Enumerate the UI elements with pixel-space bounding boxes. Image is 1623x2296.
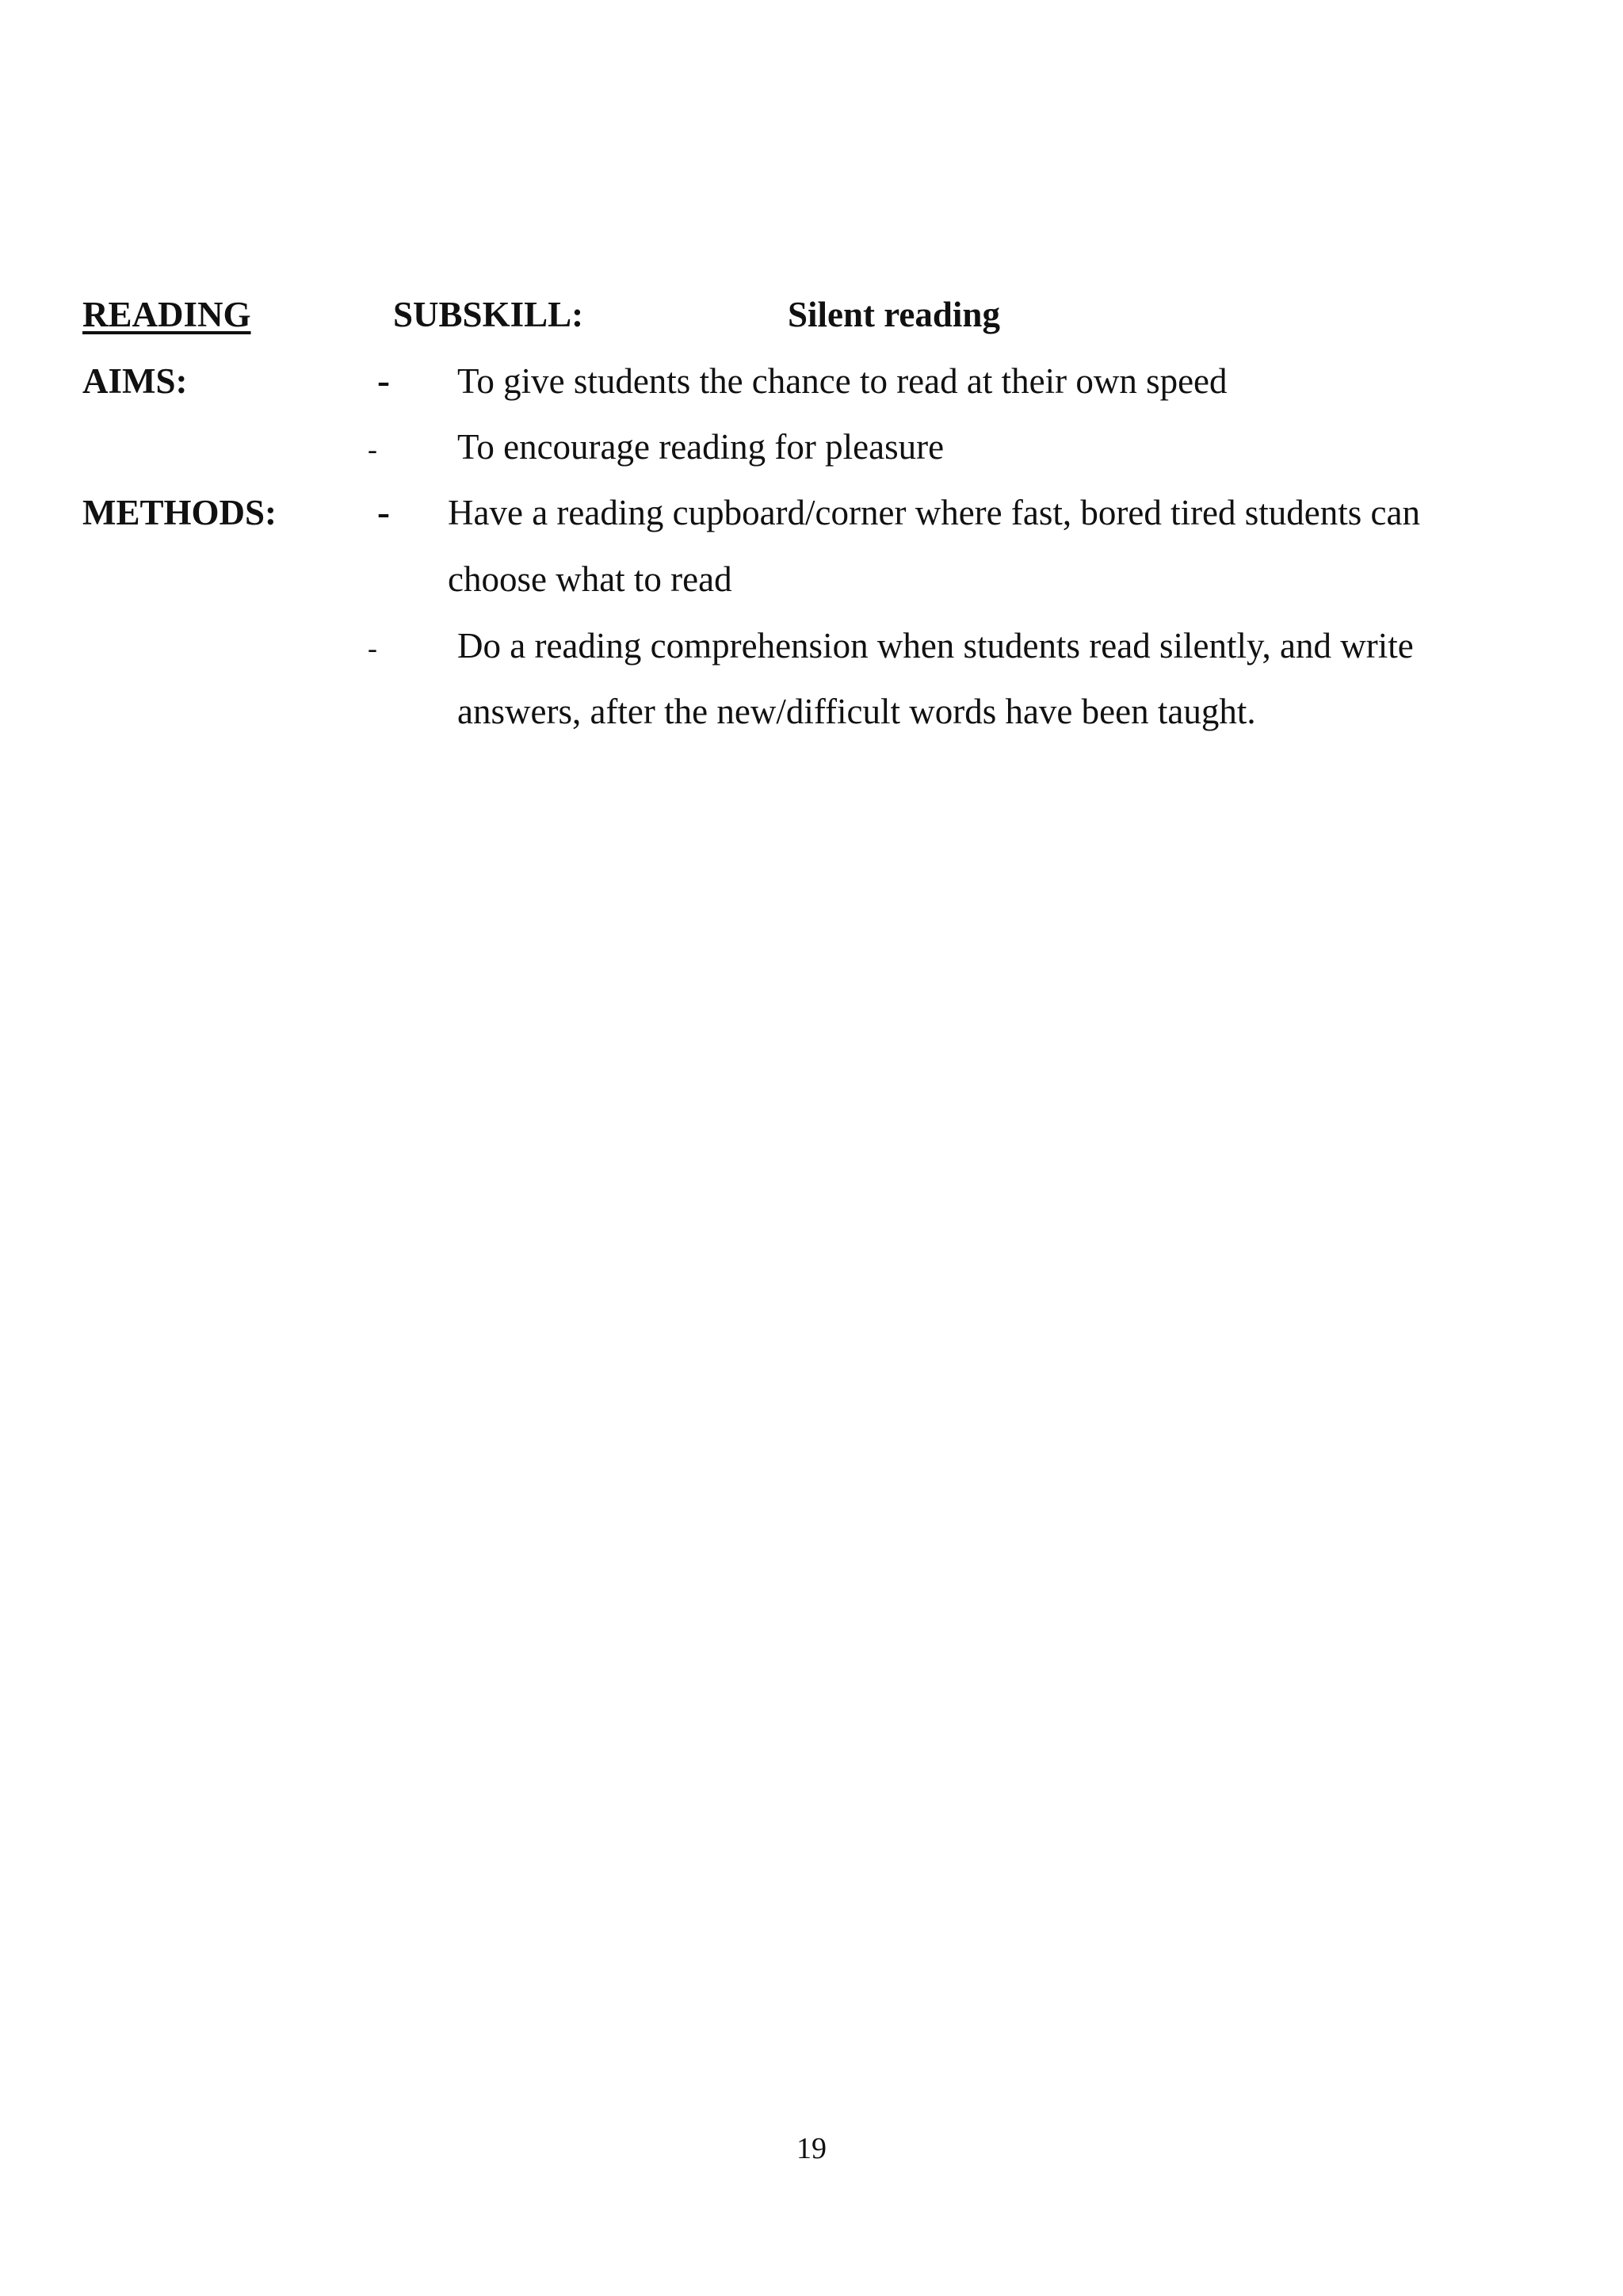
methods-label: METHODS: <box>82 493 277 532</box>
methods-item-bullet: - <box>368 632 377 664</box>
section-heading: READING <box>82 295 251 334</box>
subskill-value: Silent reading <box>788 295 1000 334</box>
methods-item-text-continued: choose what to read <box>448 559 732 599</box>
aims-item-bullet: - <box>368 433 377 465</box>
methods-item-text-continued: answers, after the new/difficult words have been taught. <box>457 692 1256 731</box>
aims-item-text: To give students the chance to read at their own speed <box>457 361 1228 401</box>
subskill-label: SUBSKILL: <box>393 295 584 334</box>
methods-item-text: Have a reading cupboard/corner where fast, bored tired students can <box>448 493 1420 532</box>
page-number: 19 <box>796 2132 827 2165</box>
methods-item-text: Do a reading comprehension when students read silently, and write <box>457 626 1414 666</box>
aims-item-bullet: - <box>377 360 390 402</box>
aims-item-text: To encourage reading for pleasure <box>457 427 945 467</box>
methods-item-bullet: - <box>377 491 390 533</box>
aims-label: AIMS: <box>82 361 188 401</box>
